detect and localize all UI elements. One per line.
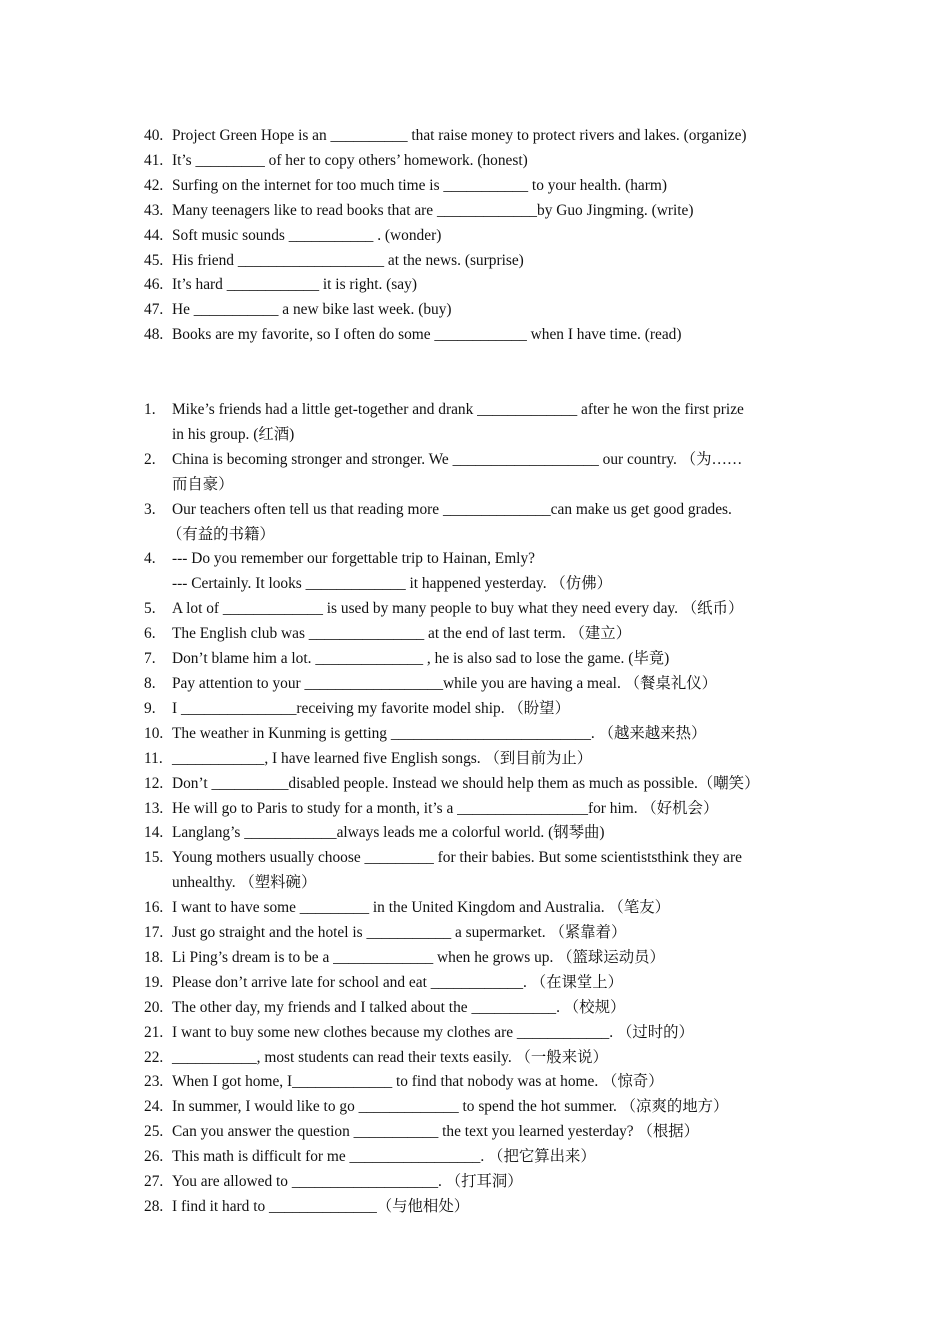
question-text-line: ___________, most students can read their texts easily. （一般来说） <box>172 1048 608 1066</box>
question-number: 41. <box>144 151 164 169</box>
question-number: 40. <box>144 127 164 144</box>
question-item <box>0 1145 950 1170</box>
question-text-line: It’s hard ____________ it is right. (say) <box>172 276 417 294</box>
question-text-line: Project Green Hope is an __________ that raise money to protect rivers and lakes. (organize) <box>172 127 747 144</box>
question-text-line: Li Ping’s dream is to be a _____________ when he grows up. （篮球运动员） <box>172 948 665 966</box>
question-item <box>0 273 950 298</box>
question-text-line: --- Certainly. It looks _____________ it happened yesterday. （仿佛） <box>172 575 612 593</box>
question-item <box>0 199 950 224</box>
question-number: 46. <box>144 276 164 294</box>
question-item <box>0 298 950 323</box>
question-item <box>0 1095 950 1120</box>
question-number: 14. <box>144 824 164 842</box>
question-text-line: I want to buy some new clothes because my clothes are ____________. （过时的） <box>172 1023 694 1041</box>
question-hint-line: （有益的书籍） <box>167 525 275 543</box>
question-text-line: The English club was _______________ at the end of last term. （建立） <box>172 625 632 643</box>
question-number: 9. <box>144 699 156 717</box>
question-item <box>0 1120 950 1145</box>
question-item <box>0 398 950 448</box>
question-number: 44. <box>144 226 164 244</box>
question-number: 20. <box>144 998 164 1016</box>
question-number: 7. <box>144 650 156 668</box>
question-text-line: When I got home, I_____________ to find that nobody was at home. （惊奇） <box>172 1073 664 1091</box>
question-number: 1. <box>144 401 156 418</box>
question-item <box>0 921 950 946</box>
question-number: 12. <box>144 774 164 792</box>
question-item <box>0 597 950 622</box>
question-item <box>0 821 950 846</box>
question-text-line: Soft music sounds ___________ . (wonder) <box>172 226 442 244</box>
question-text-line: Just go straight and the hotel is ___________ a supermarket. （紧靠着） <box>172 924 627 942</box>
question-text-line: I find it hard to ______________（与他相处） <box>172 1198 470 1215</box>
question-number: 26. <box>144 1148 164 1166</box>
question-item <box>0 323 950 348</box>
question-number: 47. <box>144 301 164 319</box>
question-text-line: In summer, I would like to go _____________ to spend the hot summer. （凉爽的地方） <box>172 1098 729 1116</box>
question-text-line: Don’t blame him a lot. ______________ , he is also sad to lose the game. (毕竟) <box>172 650 670 668</box>
question-item <box>0 797 950 822</box>
question-item <box>0 971 950 996</box>
question-text-line: Please don’t arrive late for school and eat ____________. （在课堂上） <box>172 973 624 991</box>
question-number: 2. <box>144 450 156 468</box>
question-text-line: Many teenagers like to read books that are _____________by Guo Jingming. (write) <box>172 201 694 219</box>
question-text-line: China is becoming stronger and stronger. We ___________________ our country. （为…… <box>172 450 743 468</box>
question-number: 42. <box>144 176 164 194</box>
question-item <box>0 846 950 896</box>
question-item <box>0 697 950 722</box>
question-text-line: Young mothers usually choose _________ for their babies. But some scientiststhink they are <box>172 849 742 867</box>
question-item <box>0 647 950 672</box>
question-text-line: A lot of _____________ is used by many people to buy what they need every day. （纸币） <box>172 600 744 618</box>
question-number: 21. <box>144 1023 164 1041</box>
question-text-line: --- Do you remember our forgettable trip to Hainan, Emly? <box>172 550 535 568</box>
question-item <box>0 174 950 199</box>
question-number: 10. <box>144 724 164 742</box>
question-text-line: Langlang’s ____________always leads me a colorful world. (钢琴曲) <box>172 824 605 842</box>
question-number: 13. <box>144 799 164 817</box>
question-item <box>0 946 950 971</box>
question-item <box>0 498 950 548</box>
question-item <box>0 772 950 797</box>
question-item <box>0 722 950 747</box>
question-text-line: 而自豪） <box>172 475 234 493</box>
question-item <box>0 622 950 647</box>
question-number: 22. <box>144 1048 164 1066</box>
question-number: 48. <box>144 326 164 344</box>
question-item <box>0 448 950 498</box>
question-text-line: Books are my favorite, so I often do some ____________ when I have time. (read) <box>172 326 682 344</box>
question-number: 45. <box>144 251 164 269</box>
question-text-line: Can you answer the question ___________ the text you learned yesterday? （根据） <box>172 1123 700 1141</box>
question-text-line: Don’t __________disabled people. Instead we should help them as much as possible.（嘲笑） <box>172 774 760 792</box>
question-text-line: I want to have some _________ in the United Kingdom and Australia. （笔友） <box>172 899 670 917</box>
question-number: 24. <box>144 1098 164 1116</box>
question-item <box>0 1046 950 1071</box>
question-number: 28. <box>144 1198 164 1215</box>
question-text-line: This math is difficult for me _________________. （把它算出来） <box>172 1148 596 1166</box>
question-number: 17. <box>144 924 164 942</box>
question-number: 18. <box>144 948 164 966</box>
question-number: 3. <box>144 500 156 518</box>
question-text-line: The weather in Kunming is getting __________________________. （越来越来热） <box>172 724 707 742</box>
question-item <box>0 1070 950 1095</box>
question-item <box>0 249 950 274</box>
question-item <box>0 896 950 921</box>
question-number: 6. <box>144 625 156 643</box>
question-number: 16. <box>144 899 164 917</box>
question-number: 23. <box>144 1073 164 1091</box>
question-number: 43. <box>144 201 164 219</box>
question-number: 27. <box>144 1173 164 1191</box>
question-number: 11. <box>144 749 163 767</box>
question-text-line: Our teachers often tell us that reading more ______________can make us get good grades. <box>172 500 732 518</box>
question-item <box>0 747 950 772</box>
question-text-line: Surfing on the internet for too much time is ___________ to your health. (harm) <box>172 176 667 194</box>
question-text-line: unhealthy. （塑料碗） <box>172 874 317 892</box>
question-number: 25. <box>144 1123 164 1141</box>
question-number: 15. <box>144 849 164 867</box>
question-text-line: Pay attention to your __________________while you are having a meal. （餐桌礼仪） <box>172 674 717 692</box>
question-text-line: ____________, I have learned five English songs. （到目前为止） <box>172 749 593 767</box>
question-item <box>0 1170 950 1195</box>
question-number: 19. <box>144 973 164 991</box>
question-item <box>0 672 950 697</box>
question-text-line: It’s _________ of her to copy others’ homework. (honest) <box>172 151 528 169</box>
question-number: 8. <box>144 674 156 692</box>
question-item <box>0 224 950 249</box>
question-text-line: I _______________receiving my favorite model ship. （盼望） <box>172 699 570 717</box>
question-item <box>0 547 950 597</box>
question-text-line: You are allowed to ___________________. （打耳洞） <box>172 1173 523 1191</box>
exercise-section-word-forms <box>0 124 950 348</box>
question-item <box>0 124 950 149</box>
question-number: 4. <box>144 550 156 568</box>
question-item <box>0 149 950 174</box>
question-text-line: Mike’s friends had a little get-together and drank _____________ after he won the first prize <box>172 401 744 418</box>
question-text-line: He ___________ a new bike last week. (buy) <box>172 301 452 319</box>
question-text-line: His friend ___________________ at the news. (surprise) <box>172 251 524 269</box>
question-text-line: The other day, my friends and I talked about the ___________. （校规） <box>172 998 626 1016</box>
question-text-line: He will go to Paris to study for a month, it’s a _________________for him. （好机会） <box>172 799 719 817</box>
question-item <box>0 1021 950 1046</box>
exercise-section-phrase-fill <box>0 398 950 1220</box>
question-item <box>0 1195 950 1220</box>
question-item <box>0 996 950 1021</box>
question-number: 5. <box>144 600 156 618</box>
question-text-line: in his group. (红酒) <box>172 425 295 443</box>
